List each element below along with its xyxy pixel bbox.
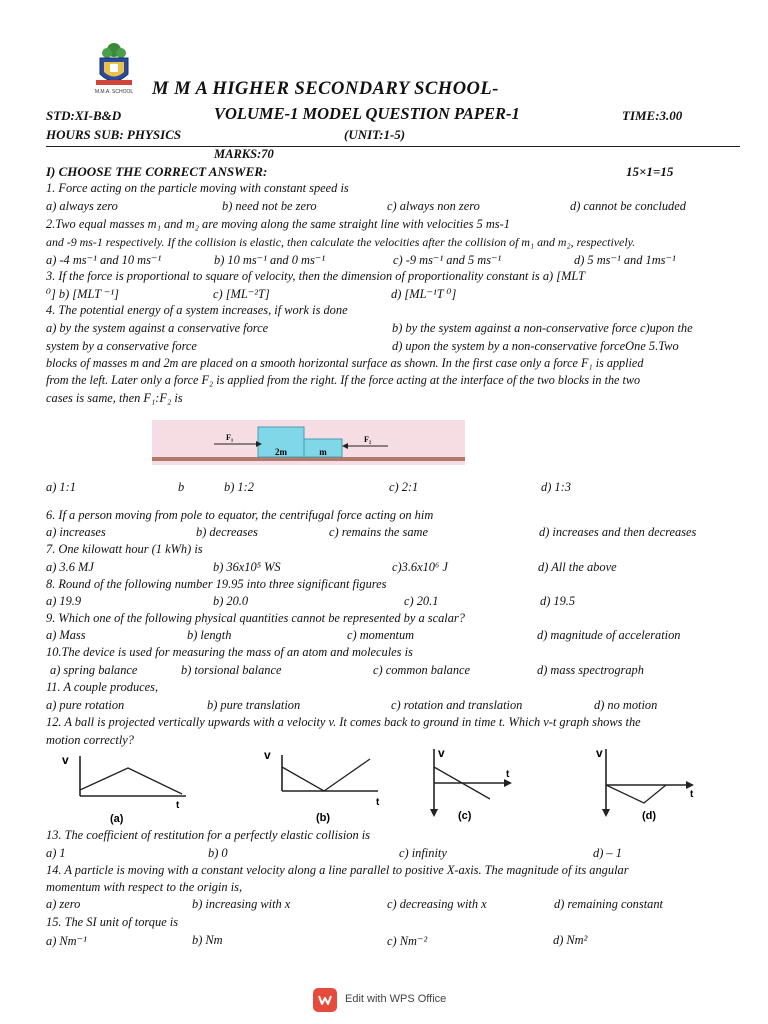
graph-d-x-arrow (686, 781, 694, 789)
q14-option-a: a) zero (46, 897, 81, 911)
school-logo (90, 40, 138, 96)
q4-option-d: d) upon the system by a non-conservative forceOne 5.Two (392, 339, 679, 353)
school-name: M M A HIGHER SECONDARY SCHOOL- (152, 79, 499, 99)
q15-option-c: c) Nm⁻² (387, 934, 428, 948)
question-5-line-2: from the left. Later only a force F₂ is applied from the right. If the force acting at the interface of the two blocks in the two (46, 373, 641, 387)
question-13: 13. The coefficient of restitution for a perfectly elastic collision is (46, 828, 371, 842)
graph-a-caption: (a) (110, 813, 124, 825)
q2-option-d: d) 5 ms⁻¹ and 1ms⁻¹ (574, 253, 676, 267)
standard: STD:XI-B&D (46, 108, 122, 123)
graph-d-caption: (d) (642, 810, 657, 822)
graph-d-line (606, 785, 666, 803)
blocks-figure (152, 420, 465, 465)
paper-title: VOLUME-1 MODEL QUESTION PAPER-1 (214, 104, 520, 123)
time: TIME:3.00 (622, 108, 683, 123)
q4-option-c: system by a conservative force (46, 339, 197, 353)
graph-d (594, 743, 704, 825)
q14-option-c: c) decreasing with x (387, 897, 487, 911)
question-5-line-1: blocks of masses m and 2m are placed on a smooth horizontal surface as shown. In the first case only a force F₁ is applied (46, 356, 644, 370)
q1-option-b: b) need not be zero (222, 199, 317, 213)
graph-a-v-label: v (62, 753, 69, 767)
q11-option-c: c) rotation and translation (391, 698, 523, 712)
force-f2-label: F₂ (364, 435, 372, 444)
q8-option-a: a) 19.9 (46, 594, 82, 608)
q11-option-a: a) pure rotation (46, 698, 125, 712)
unit: (UNIT:1-5) (344, 127, 406, 142)
marks: MARKS:70 (214, 147, 274, 161)
ground-surface (152, 457, 465, 461)
q5-option-c: c) 2:1 (389, 480, 419, 494)
logo-text: M.M.A. SCHOOL (94, 89, 134, 95)
graph-c-y-arrow (430, 809, 438, 817)
question-10: 10.The device is used for measuring the mass of an atom and molecules is (46, 645, 413, 659)
q11-option-d: d) no motion (594, 698, 658, 712)
graph-b-caption: (b) (316, 812, 331, 824)
question-2-line-1: 2.Two equal masses m₁ and m₂ are moving along the same straight line with velocities 5 ms-1 (46, 217, 510, 231)
q13-option-d: d) – 1 (593, 846, 622, 860)
q13-option-c: c) infinity (399, 846, 447, 860)
q6-option-b: b) decreases (196, 525, 258, 539)
header-rule (46, 146, 740, 147)
graph-b (258, 745, 398, 825)
q11-option-b: b) pure translation (207, 698, 301, 712)
q9-option-c: c) momentum (347, 628, 415, 642)
q3-option-d: d) [ML⁻¹T ⁰] (391, 287, 457, 301)
question-4: 4. The potential energy of a system increases, if work is done (46, 303, 348, 317)
graph-c (420, 743, 530, 825)
block-m-label: m (319, 447, 327, 457)
graph-c-v-label: v (438, 746, 445, 760)
q3-option-b: ⁰] b) [MLT ⁻¹] (46, 287, 119, 301)
q1-option-c: c) always non zero (387, 199, 480, 213)
q7-option-a: a) 3.6 MJ (46, 560, 94, 574)
q8-option-c: c) 20.1 (404, 594, 439, 608)
question-14-line-2: momentum with respect to the origin is, (46, 880, 243, 894)
q15-option-d: d) Nm² (553, 933, 588, 947)
q6-option-d: d) increases and then decreases (539, 525, 697, 539)
question-14-line-1: 14. A particle is moving with a constant velocity along a line parallel to positive X-axis. The magnitude of its angular (46, 863, 629, 877)
q1-option-a: a) always zero (46, 199, 118, 213)
q2-option-b: b) 10 ms⁻¹ and 0 ms⁻¹ (214, 253, 326, 267)
q15-option-b: b) Nm (192, 933, 223, 947)
question-9: 9. Which one of the following physical quantities cannot be represented by a scalar? (46, 611, 465, 625)
q8-option-b: b) 20.0 (213, 594, 249, 608)
section-title: I) CHOOSE THE CORRECT ANSWER: (46, 164, 268, 179)
question-12-line-1: 12. A ball is projected vertically upwards with a velocity v. It comes back to ground in time t. Which v-t graph shows the (46, 715, 641, 729)
q5-option-d: d) 1:3 (541, 480, 571, 494)
graph-a (58, 750, 198, 825)
q1-option-d: d) cannot be concluded (570, 199, 686, 213)
q10-option-c: c) common balance (373, 663, 471, 677)
q2-option-a: a) -4 ms⁻¹ and 10 ms⁻¹ (46, 253, 162, 267)
q5-option-b: b) 1:2 (224, 480, 254, 494)
question-5-line-3: cases is same, then F₁:F₂ is (46, 391, 183, 405)
hours-subject: HOURS SUB: PHYSICS (46, 127, 182, 142)
graph-c-t-label: t (506, 769, 510, 780)
q6-option-a: a) increases (46, 525, 106, 539)
q10-option-a: a) spring balance (50, 663, 138, 677)
q4-option-a: a) by the system against a conservative force (46, 321, 269, 335)
question-3: 3. If the force is proportional to square of velocity, then the dimension of proportionality constant is a) [MLT (46, 269, 585, 283)
q13-option-b: b) 0 (208, 846, 228, 860)
question-1: 1. Force acting on the particle moving with constant speed is (46, 181, 349, 195)
graph-c-x-arrow (504, 779, 512, 787)
graph-b-v-label: v (264, 748, 271, 762)
q9-option-b: b) length (187, 628, 232, 642)
force-f1-label: F₁ (226, 433, 234, 442)
q15-option-a: a) Nm⁻¹ (46, 934, 87, 948)
graph-d-y-arrow (602, 809, 610, 817)
question-12-line-2: motion correctly? (46, 733, 134, 747)
q14-option-d: d) remaining constant (554, 897, 663, 911)
q7-option-c: c)3.6x10⁶ J (392, 560, 448, 574)
question-11: 11. A couple produces, (46, 680, 159, 694)
wps-edit-link[interactable]: Edit with WPS Office (345, 993, 447, 1005)
q10-option-d: d) mass spectrograph (537, 663, 644, 677)
q5-stray-b: b (178, 480, 185, 494)
question-15: 15. The SI unit of torque is (46, 915, 179, 929)
graph-b-line (282, 759, 370, 791)
q7-option-d: d) All the above (538, 560, 617, 574)
q2-option-c: c) -9 ms⁻¹ and 5 ms⁻¹ (393, 253, 502, 267)
question-6: 6. If a person moving from pole to equator, the centrifugal force acting on him (46, 508, 434, 522)
q7-option-b: b) 36x10⁵ WS (213, 560, 281, 574)
q14-option-b: b) increasing with x (192, 897, 291, 911)
graph-d-t-label: t (690, 789, 694, 800)
question-8: 8. Round of the following number 19.95 into three significant figures (46, 577, 387, 591)
q9-option-d: d) magnitude of acceleration (537, 628, 681, 642)
wps-logo-glyph (313, 988, 337, 1012)
q10-option-b: b) torsional balance (181, 663, 282, 677)
q9-option-a: a) Mass (46, 628, 86, 642)
wps-icon[interactable] (313, 988, 337, 1012)
block-2m-label: 2m (275, 447, 287, 457)
q3-option-c: c) [ML⁻²T] (213, 287, 270, 301)
graph-b-t-label: t (376, 797, 380, 808)
question-7: 7. One kilowatt hour (1 kWh) is (46, 542, 203, 556)
graph-a-line (80, 768, 182, 794)
q5-option-a: a) 1:1 (46, 480, 76, 494)
q6-option-c: c) remains the same (329, 525, 428, 539)
q13-option-a: a) 1 (46, 846, 66, 860)
graph-a-t-label: t (176, 800, 180, 811)
q4-option-b: b) by the system against a non-conservative force c)upon the (392, 321, 693, 335)
question-2-line-2: and -9 ms-1 respectively. If the collision is elastic, then calculate the velocities after the collision of m₁ and m₂, respectively. (46, 235, 636, 249)
graph-c-caption: (c) (458, 810, 472, 822)
q8-option-d: d) 19.5 (540, 594, 576, 608)
graph-d-v-label: v (596, 746, 603, 760)
section-score: 15×1=15 (626, 164, 674, 179)
